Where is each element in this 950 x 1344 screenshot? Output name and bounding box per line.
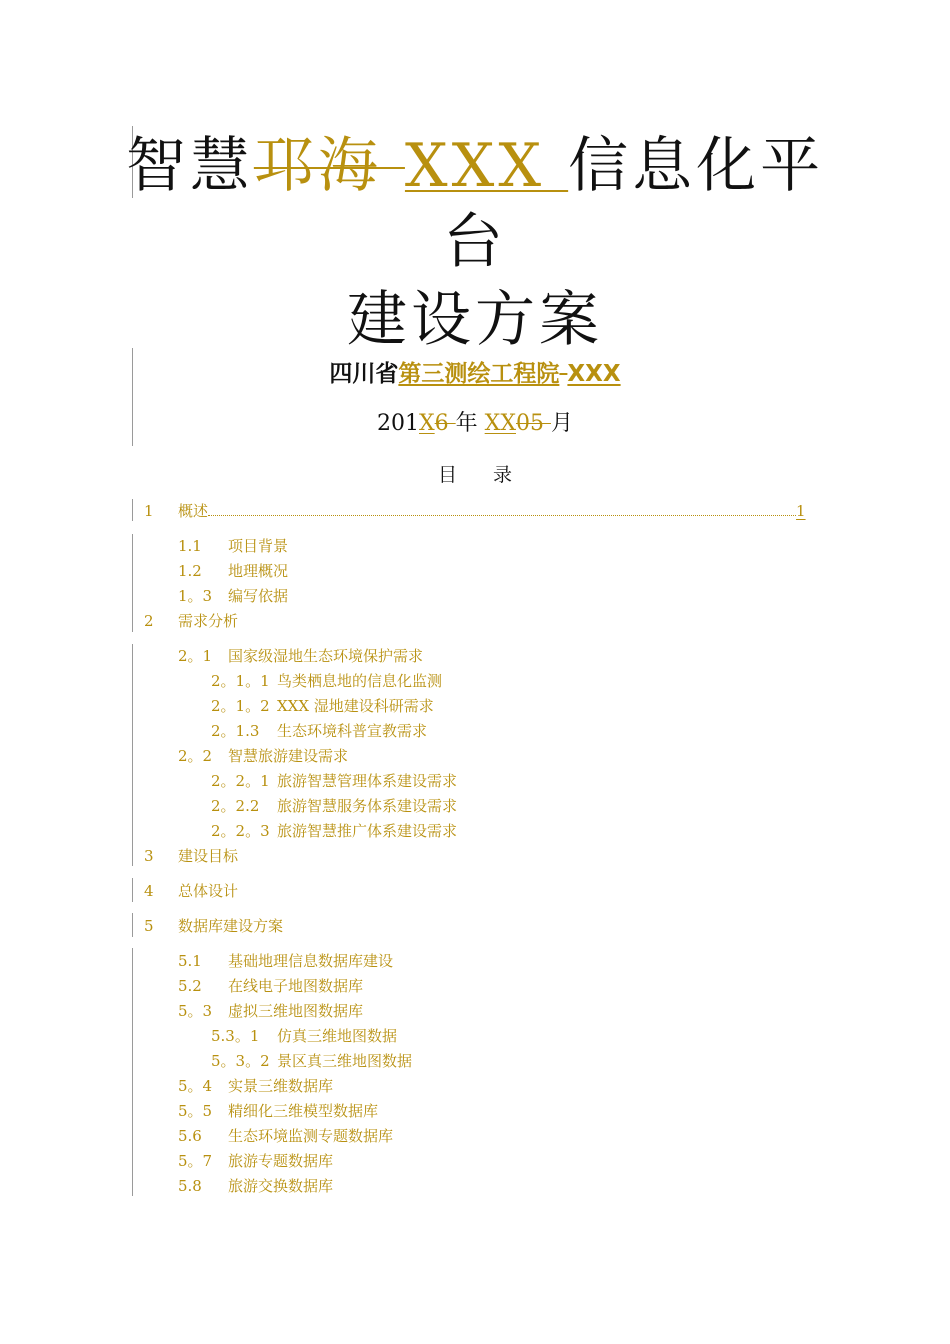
document-title-line-2: 台 [443,207,507,277]
toc-entry-label: 需求分析 [178,612,239,630]
toc-entry-number: 2。1.3 [211,722,260,740]
toc-entry-2-2-3[interactable] [211,820,457,842]
toc-entry-number: 2。1 [178,647,213,665]
toc-entry-1-1[interactable] [178,535,288,557]
toc-entry-5-1[interactable] [178,950,393,972]
toc-entry-number: 1。3 [178,587,213,605]
toc-entry-label: 建设目标 [178,847,239,865]
toc-entry-2-2-2[interactable] [211,795,457,817]
toc-entry-number: 5。7 [178,1152,213,1170]
toc-entry-2[interactable] [144,610,238,632]
change-bar [132,644,133,866]
toc-entry-number: 2。2 [178,747,213,765]
toc-entry-5-3-2[interactable] [211,1050,412,1072]
toc-entry-number: 5。4 [178,1077,213,1095]
change-bar [132,878,133,902]
toc-entry-2-1-2[interactable] [211,695,434,717]
toc-entry-number: 1 [144,502,154,520]
toc-entry-5-2[interactable] [178,975,363,997]
toc-entry-number: 2。1。1 [211,672,270,690]
toc-entry-number: 1.1 [178,537,202,555]
change-bar [132,948,133,1196]
date-month-deleted: 05 [515,411,551,436]
toc-entry-label: 智慧旅游建设需求 [228,747,349,765]
toc-entry-2-1-3[interactable] [211,720,427,742]
toc-heading-char-2: 录 [493,464,513,486]
toc-entry-label: 旅游专题数据库 [228,1152,334,1170]
toc-heading [120,460,830,490]
toc-entry-label: 旅游智慧服务体系建设需求 [277,797,458,815]
title-prefix: 智慧 [125,131,254,201]
toc-entry-label: 生态环境科普宣教需求 [277,722,428,740]
toc-entry-number: 5.2 [178,977,202,995]
toc-heading-char-1: 目 [437,464,457,486]
document-title-line-3: 建设方案 [347,285,603,355]
toc-entry-4[interactable] [144,880,238,902]
toc-entry-5-6[interactable] [178,1125,393,1147]
org-inserted-text: 第三测绘工程院 [398,361,560,387]
toc-entry-label: XXX 湿地建设科研需求 [277,697,434,715]
toc-entry-number: 5。5 [178,1102,213,1120]
toc-entry-label: 景区真三维地图数据 [277,1052,413,1070]
toc-entry-2-2[interactable] [178,745,348,767]
toc-entry-page: 1 [796,502,806,520]
org-inserted-text-2: XXX [567,361,621,387]
toc-entry-number: 2 [144,612,154,630]
document-date [120,406,830,442]
toc-entry-5[interactable] [144,915,283,937]
toc-entry-5-4[interactable] [178,1075,333,1097]
toc-entry-5-5[interactable] [178,1100,378,1122]
toc-entry-label: 旅游智慧推广体系建设需求 [277,822,458,840]
toc-leader-dots [208,501,796,516]
toc-entry-number: 2。2.2 [211,797,260,815]
toc-entry-label: 数据库建设方案 [178,917,284,935]
toc-entry-label: 实景三维数据库 [228,1077,334,1095]
change-bar [132,534,133,632]
toc-entry-2-1[interactable] [178,645,423,667]
toc-entry-number: 5。3。2 [211,1052,270,1070]
toc-entry-2-2-1[interactable] [211,770,457,792]
document-title-line-1 [120,128,830,204]
toc-entry-1-2[interactable] [178,560,288,582]
date-month-inserted: XX [484,411,516,436]
toc-entry-number: 5.1 [178,952,202,970]
toc-entry-label: 概述 [178,502,209,520]
toc-entry-label: 旅游交换数据库 [228,1177,334,1195]
date-year-prefix: 201 [376,411,419,436]
toc-entry-label: 旅游智慧管理体系建设需求 [277,772,458,790]
toc-entry-1-3[interactable] [178,585,288,607]
toc-entry-label: 虚拟三维地图数据库 [228,1002,364,1020]
toc-entry-number: 5。3 [178,1002,213,1020]
date-year-suffix: 年 [455,411,485,436]
toc-entry-number: 2。2。3 [211,822,270,840]
toc-entry-number: 5.6 [178,1127,202,1145]
org-prefix: 四川省 [329,361,399,387]
toc-entry-label: 总体设计 [178,882,239,900]
organization-name [120,356,830,392]
toc-entry-label: 编写依据 [228,587,289,605]
toc-entry-number: 5.3。1 [211,1027,260,1045]
toc-entry-5-8[interactable] [178,1175,333,1197]
toc-entry-5-3[interactable] [178,1000,363,1022]
change-bar [132,913,133,937]
toc-entry-number: 5.8 [178,1177,202,1195]
toc-entry-number: 3 [144,847,154,865]
date-month-suffix: 月 [550,411,573,436]
toc-entry-1[interactable] [144,500,806,522]
toc-entry-label: 国家级湿地生态环境保护需求 [228,647,424,665]
toc-entry-number: 1.2 [178,562,202,580]
toc-entry-label: 项目背景 [228,537,289,555]
toc-entry-label: 基础地理信息数据库建设 [228,952,394,970]
toc-entry-label: 鸟类栖息地的信息化监测 [277,672,443,690]
toc-entry-5-3-1[interactable] [211,1025,397,1047]
toc-entry-label: 精细化三维模型数据库 [228,1102,379,1120]
toc-entry-number: 5 [144,917,154,935]
date-year-inserted: X [418,411,435,436]
toc-entry-label: 生态环境监测专题数据库 [228,1127,394,1145]
change-bar [132,499,133,521]
toc-entry-label: 仿真三维地图数据 [277,1027,398,1045]
toc-entry-label: 在线电子地图数据库 [228,977,364,995]
toc-entry-number: 2。1。2 [211,697,270,715]
toc-entry-number: 4 [144,882,154,900]
title-inserted-text: XXX [404,131,569,201]
toc-entry-2-1-1[interactable] [211,670,442,692]
toc-entry-3[interactable] [144,845,238,867]
toc-entry-number: 2。2。1 [211,772,270,790]
title-suffix: 信息化平 [568,131,825,201]
date-year-deleted: 6 [434,411,456,436]
toc-entry-5-7[interactable] [178,1150,333,1172]
title-deleted-text: 邛海 [253,131,405,201]
toc-entry-label: 地理概况 [228,562,289,580]
